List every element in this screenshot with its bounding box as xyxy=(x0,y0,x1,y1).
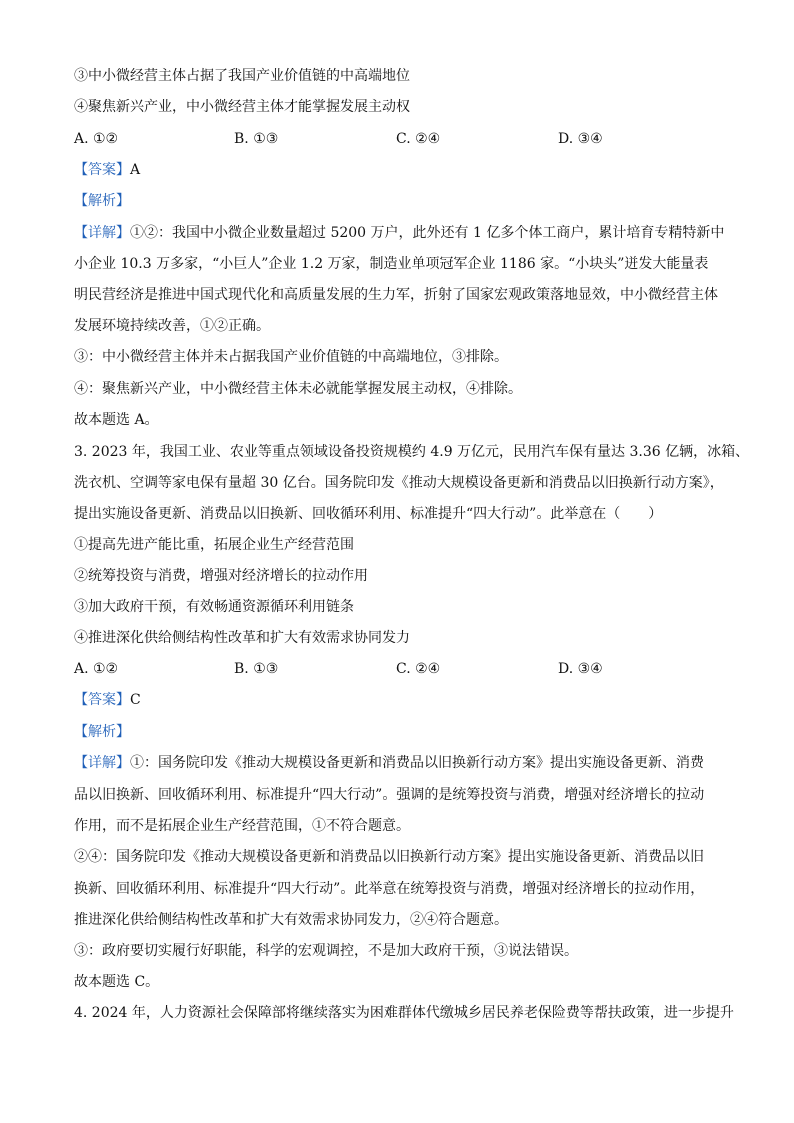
q2-detail-line: 【详解】①②：我国中小微企业数量超过 5200 万户，此外还有 1 亿多个体工商户，累计培育专精特新中 xyxy=(74,225,725,241)
q3-detail-line: 推进深化供给侧结构性改革和扩大有效需求协同发力，②④符合题意。 xyxy=(74,912,508,928)
q2-detail-line: 小企业 10.3 万多家，“小巨人”企业 1.2 万家，制造业单项冠军企业 1186 家。“小块头”迸发大能量表 xyxy=(74,256,709,272)
q2-choice-a: A. ①② xyxy=(74,131,119,147)
answer-tag: 【答案】 xyxy=(74,692,130,708)
q3-option-2: ②统筹投资与消费，增强对经济增长的拉动作用 xyxy=(74,568,368,584)
q3-detail-line: 品以旧换新、回收循环利用、标准提升“四大行动”。强调的是统筹投资与消费，增强对经济增长的拉动 xyxy=(74,787,705,803)
q3-choice-a: A. ①② xyxy=(74,661,119,677)
q3-analysis-tag: 【解析】 xyxy=(74,724,130,740)
detail-tag: 【详解】 xyxy=(74,225,130,241)
q3-choice-b: B. ①③ xyxy=(234,661,279,677)
q4-stem-line: 4. 2024 年，人力资源社会保障部将继续落实为困难群体代缴城乡居民养老保险费等帮扶政策，进一步提升 xyxy=(74,1005,734,1021)
q2-detail-line: ③：中小微经营主体并未占据我国产业价值链的中高端地位，③排除。 xyxy=(74,349,508,365)
q2-detail-line: ④：聚焦新兴产业，中小微经营主体未必就能掌握发展主动权，④排除。 xyxy=(74,381,522,397)
answer-value: A xyxy=(130,162,141,178)
q3-option-4: ④推进深化供给侧结构性改革和扩大有效需求协同发力 xyxy=(74,630,410,646)
q2-answer xyxy=(74,161,140,179)
q3-option-3: ③加大政府干预，有效畅通资源循环利用链条 xyxy=(74,599,354,615)
q3-detail-line: 换新、回收循环利用、标准提升“四大行动”。此举意在统筹投资与消费，增强对经济增长的拉动作用， xyxy=(74,881,705,897)
q2-choice-b: B. ①③ xyxy=(234,131,279,147)
q3-choice-c: C. ②④ xyxy=(396,661,441,677)
q3-stem-line: 洗衣机、空调等家电保有量超 30 亿台。国务院印发《推动大规模设备更新和消费品以旧换新行动方案》， xyxy=(74,475,724,491)
q3-detail-line: ③：政府要切实履行好职能，科学的宏观调控，不是加大政府干预，③说法错误。 xyxy=(74,943,578,959)
q3-choice-d: D. ③④ xyxy=(558,661,603,677)
q2-conclusion: 故本题选 A。 xyxy=(74,412,159,428)
q3-conclusion: 故本题选 C。 xyxy=(74,974,160,990)
q3-option-1: ①提高先进产能比重，拓展企业生产经营范围 xyxy=(74,537,354,553)
q3-stem-line: 3. 2023 年，我国工业、农业等重点领域设备投资规模约 4.9 万亿元，民用汽车保有量达 3.36 亿辆，冰箱、 xyxy=(74,444,750,460)
q2-choice-d: D. ③④ xyxy=(558,131,603,147)
q3-detail-line: ②④：国务院印发《推动大规模设备更新和消费品以旧换新行动方案》提出实施设备更新、消费品以旧 xyxy=(74,849,704,865)
detail-tag: 【详解】 xyxy=(74,755,130,771)
q2-choice-c: C. ②④ xyxy=(396,131,441,147)
q3-detail-line: 【详解】①：国务院印发《推动大规模设备更新和消费品以旧换新行动方案》提出实施设备更新、消费 xyxy=(74,755,704,771)
q3-answer xyxy=(74,691,141,709)
q2-option-3: ③中小微经营主体占据了我国产业价值链的中高端地位 xyxy=(74,68,410,84)
q2-analysis-tag: 【解析】 xyxy=(74,193,130,209)
q2-detail-line: 发展环境持续改善，①②正确。 xyxy=(74,318,270,334)
q3-stem-line: 提出实施设备更新、消费品以旧换新、回收循环利用、标准提升“四大行动”。此举意在（ ） xyxy=(74,506,663,522)
q3-detail-line: 作用，而不是拓展企业生产经营范围，①不符合题意。 xyxy=(74,818,410,834)
answer-tag: 【答案】 xyxy=(74,162,130,178)
answer-value: C xyxy=(130,692,141,708)
q2-detail-line: 明民营经济是推进中国式现代化和高质量发展的生力军，折射了国家宏观政策落地显效，中小微经营主体 xyxy=(74,287,718,303)
q2-option-4: ④聚焦新兴产业，中小微经营主体才能掌握发展主动权 xyxy=(74,99,410,115)
